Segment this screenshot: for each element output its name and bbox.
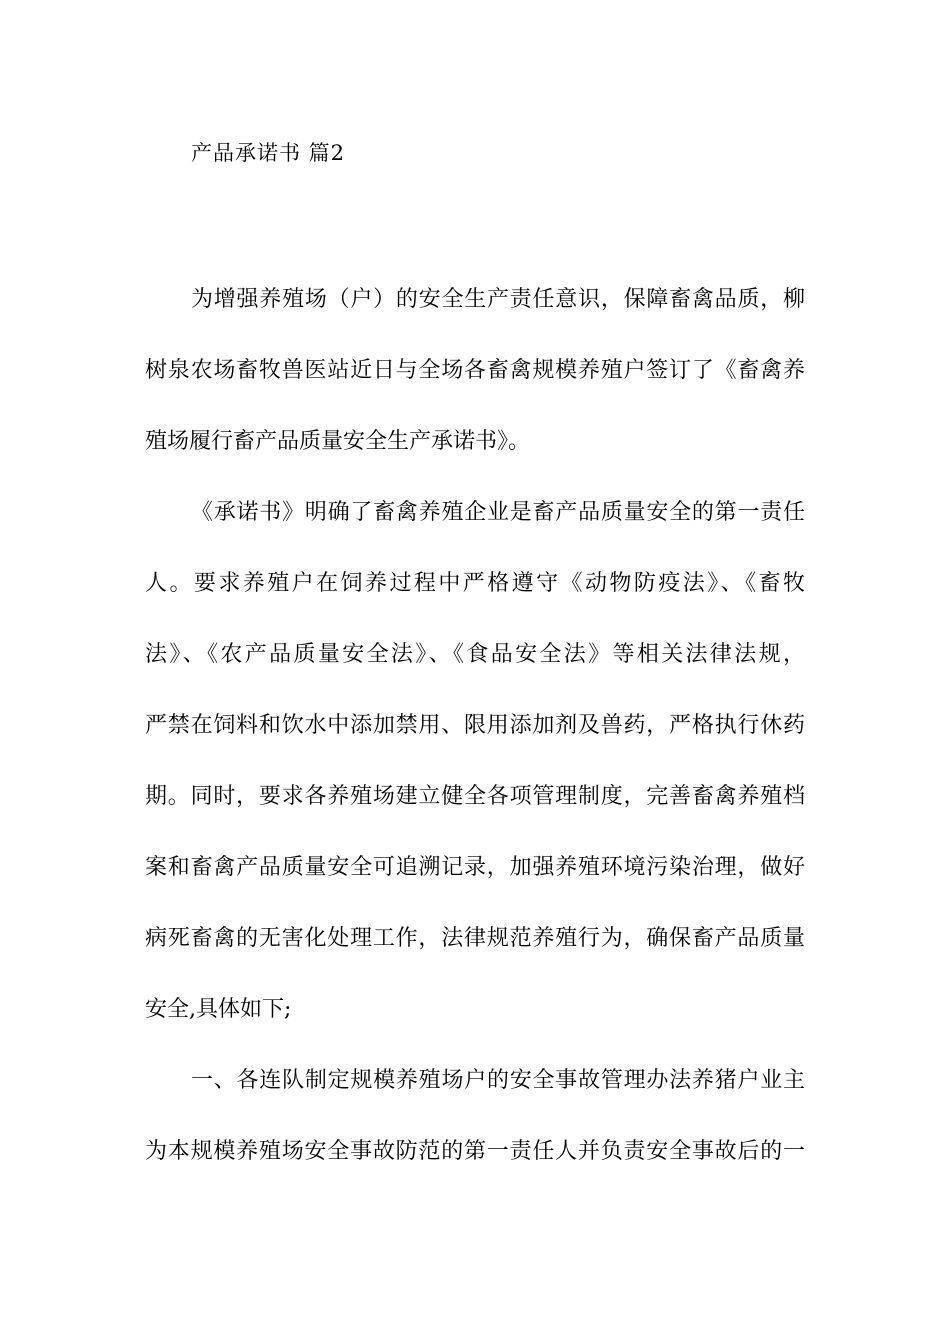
paragraph-2-line-6: 案和畜禽产品质量安全可追溯记录，加强养殖环境污染治理，做好 xyxy=(145,855,805,880)
paragraph-2-line-7: 病死畜禽的无害化处理工作，法律规范养殖行为，确保畜产品质量 xyxy=(145,926,805,951)
paragraph-3-line-1: 一、各连队制定规模养殖场户的安全事故管理办法养猪户业主 xyxy=(191,1068,805,1093)
paragraph-2-line-4: 严禁在饲料和饮水中添加禁用、限用添加剂及兽药，严格执行休药 xyxy=(145,713,805,738)
paragraph-1-line-2: 树泉农场畜牧兽医站近日与全场各畜禽规模养殖户签订了《畜禽养 xyxy=(145,358,805,383)
paragraph-2-line-5: 期。同时，要求各养殖场建立健全各项管理制度，完善畜禽养殖档 xyxy=(145,784,805,809)
paragraph-3-line-2: 为本规模养殖场安全事故防范的第一责任人并负责安全事故后的一 xyxy=(145,1139,805,1164)
paragraph-2-line-8: 安全,具体如下; xyxy=(145,997,292,1022)
paragraph-2-line-3: 法》、《农产品质量安全法》、《食品安全法》等相关法律法规， xyxy=(145,642,805,667)
paragraph-1-line-3: 殖场履行畜产品质量安全生产承诺书》。 xyxy=(145,429,531,454)
paragraph-2-line-1: 《承诺书》明确了畜禽养殖企业是畜产品质量安全的第一责任 xyxy=(191,500,805,525)
paragraph-2-line-2: 人。要求养殖户在饲养过程中严格遵守《动物防疫法》、《畜牧 xyxy=(145,571,805,596)
document-title: 产品承诺书 篇2 xyxy=(191,141,346,165)
paragraph-1-line-1: 为增强养殖场（户）的安全生产责任意识，保障畜禽品质，柳 xyxy=(191,287,805,312)
